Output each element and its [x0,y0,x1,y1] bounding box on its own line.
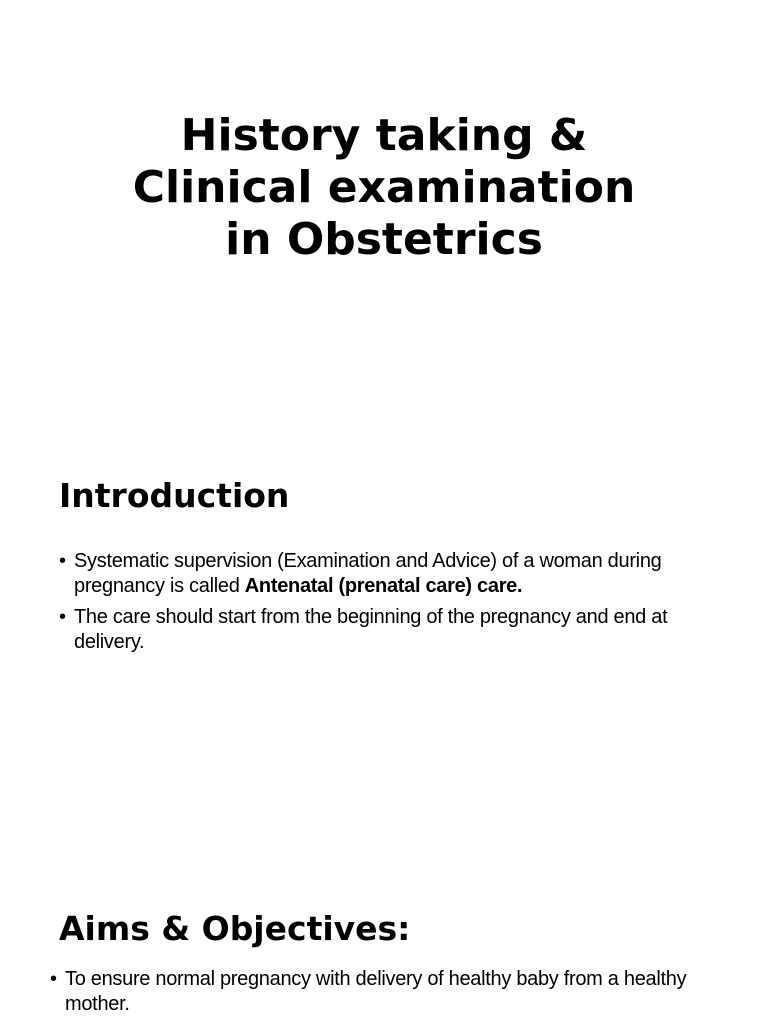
aims-objectives-slide [0,864,768,1024]
bullet-text: The care should start from the beginning of the pregnancy and end at delivery. [74,606,668,653]
bullet-item [59,549,719,599]
bullet-list [50,967,710,1023]
bullet-text: Systematic supervision (Examination and Advice) of a woman during pregnancy is called [74,550,662,597]
bullet-bold-text: Antenatal (prenatal care) care. [244,575,523,597]
title-line: Clinical examination [132,162,636,213]
slide-title [0,110,768,266]
slide-heading: Aims & Objectives: [59,909,411,948]
bullet-text: To ensure normal pregnancy with delivery of healthy baby from a healthy mother. [65,968,687,1015]
title-line: History taking & [180,110,588,161]
introduction-slide [0,432,768,864]
bullet-item [59,605,719,655]
title-slide [0,0,768,432]
bullet-item [50,967,710,1017]
slide-heading: Introduction [59,476,290,515]
title-line: in Obstetrics [225,214,543,265]
bullet-list [59,549,719,661]
